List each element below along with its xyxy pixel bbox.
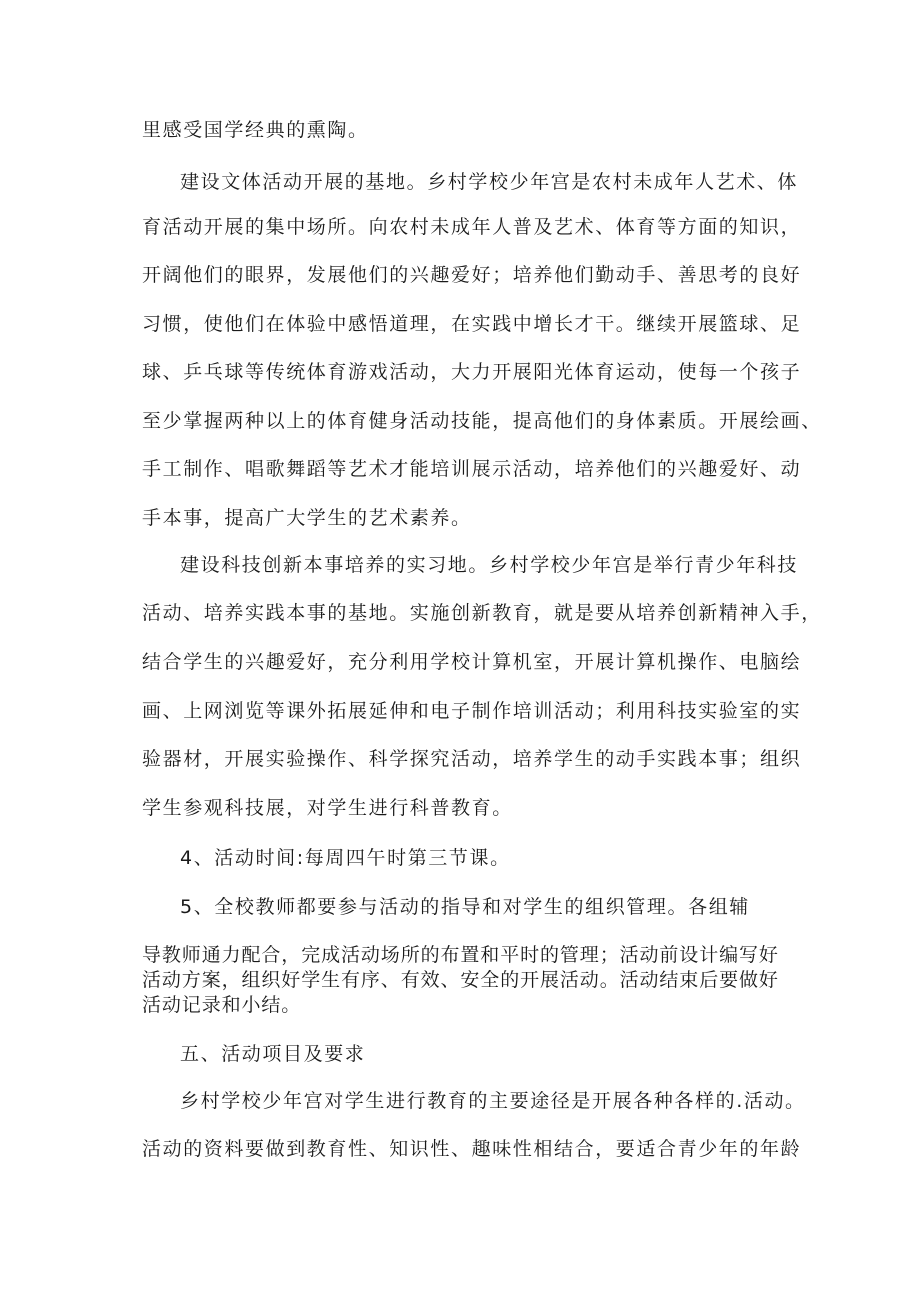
text-line: 结合学生的兴趣爱好，充分利用学校计算机室，开展计算机操作、电脑绘 xyxy=(142,651,802,673)
text-line: 画、上网浏览等课外拓展延伸和电子制作培训活动；利用科技实验室的实 xyxy=(142,700,802,722)
text-line: 导教师通力配合，完成活动场所的布置和平时的管理；活动前设计编写好 xyxy=(142,944,779,966)
list-item-teacher-participation: 5、全校教师都要参与活动的指导和对学生的组织管理。各组辅 xyxy=(180,896,750,918)
text-line: 手工制作、唱歌舞蹈等艺术才能培训展示活动，培养他们的兴趣爱好、动 xyxy=(142,458,802,480)
text-line: 里感受国学经典的熏陶。 xyxy=(142,119,369,141)
text-line: 手本事，提高广大学生的艺术素养。 xyxy=(142,507,472,529)
text-line: 建设文体活动开展的基地。乡村学校少年宫是农村未成年人艺术、体 xyxy=(180,171,799,193)
text-line: 至少掌握两种以上的体育健身活动技能，提高他们的身体素质。开展绘画、 xyxy=(142,410,822,432)
text-line: 育活动开展的集中场所。向农村未成年人普及艺术、体育等方面的知识， xyxy=(142,216,802,238)
text-line: 球、乒乓球等传统体育游戏活动，大力开展阳光体育运动，使每一个孩子 xyxy=(142,361,802,383)
text-line: 活动的资料要做到教育性、知识性、趣味性相结合，要适合青少年的年龄 xyxy=(142,1138,802,1160)
text-line: 活动方案，组织好学生有序、有效、安全的开展活动。活动结束后要做好 xyxy=(142,969,779,991)
text-line: 学生参观科技展，对学生进行科普教育。 xyxy=(142,797,513,819)
text-line: 活动、培养实践本事的基地。实施创新教育，就是要从培养创新精神入手， xyxy=(142,602,822,624)
list-item-activity-time: 4、活动时间:每周四午时第三节课。 xyxy=(180,847,511,869)
section-heading: 五、活动项目及要求 xyxy=(180,1043,366,1065)
text-line: 开阔他们的眼界，发展他们的兴趣爱好；培养他们勤动手、善思考的良好 xyxy=(142,264,802,286)
text-line: 习惯，使他们在体验中感悟道理，在实践中增长才干。继续开展篮球、足 xyxy=(142,313,802,335)
text-line: 建设科技创新本事培养的实习地。乡村学校少年宫是举行青少年科技 xyxy=(180,554,799,576)
text-line: 验器材，开展实验操作、科学探究活动，培养学生的动手实践本事；组织 xyxy=(142,748,802,770)
text-line: 乡村学校少年宫对学生进行教育的主要途径是开展各种各样的.活动。 xyxy=(180,1090,806,1112)
text-line: 活动记录和小结。 xyxy=(142,994,302,1016)
